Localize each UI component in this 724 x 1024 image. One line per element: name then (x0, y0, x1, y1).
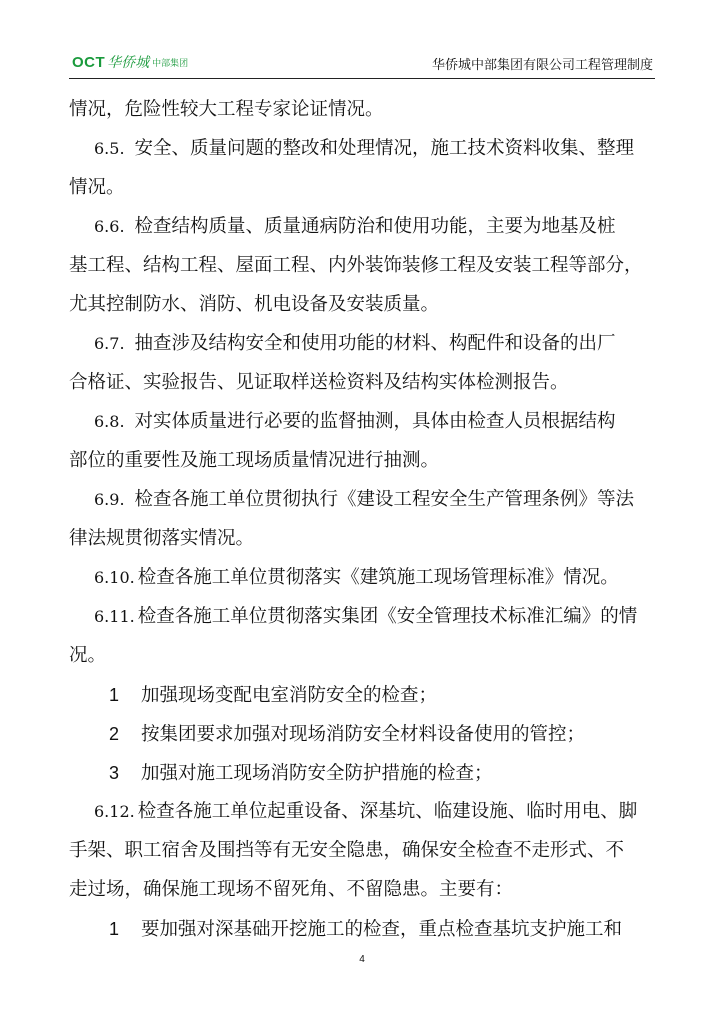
list-item-number: 2 (109, 724, 120, 744)
paragraph-text: 抽查涉及结构安全和使用功能的材料、构配件和设备的出厂 (134, 333, 616, 354)
logo-script: 华侨城 (107, 55, 150, 71)
paragraph-line: 律法规贯彻落实情况。 (69, 528, 255, 549)
paragraph-line: 合格证、实验报告、见证取样送检资料及结构实体检测报告。 (69, 372, 569, 393)
document-body (69, 93, 657, 951)
paragraph-line: 走过场，确保施工现场不留死角、不留隐患。主要有： (69, 879, 514, 900)
logo-subtitle: 中部集团 (152, 58, 189, 69)
paragraph-text: 对实体质量进行必要的监督抽测，具体由检查人员根据结构 (134, 411, 616, 432)
section-6-8 (69, 405, 657, 444)
paragraph-line: 情况，危险性较大工程专家论证情况。 (69, 99, 384, 120)
section-6-12 (69, 795, 657, 834)
paragraph-text: 安全、质量问题的整改和处理情况，施工技术资料收集、整理 (134, 138, 635, 159)
list-item-text: 要加强对深基础开挖施工的检查，重点检查基坑支护施工和 (141, 919, 623, 940)
list-item (69, 912, 657, 951)
section-number: 6.6. (94, 217, 125, 236)
company-logo (72, 51, 188, 73)
list-item-text: 按集团要求加强对现场消防安全材料设备使用的管控； (141, 724, 586, 745)
list-item (69, 717, 657, 756)
section-6-10 (69, 561, 657, 600)
list-item-text: 加强现场变配电室消防安全的检查； (141, 685, 438, 706)
section-6-7 (69, 327, 657, 366)
list-item-text: 加强对施工现场消防安全防护措施的检查； (141, 763, 493, 784)
paragraph-line: 部位的重要性及施工现场质量情况进行抽测。 (69, 450, 440, 471)
document-title: 华侨城中部集团有限公司工程管理制度 (431, 58, 653, 73)
paragraph-text: 检查各施工单位起重设备、深基坑、临建设施、临时用电、脚 (137, 801, 638, 822)
list-item-number: 1 (109, 685, 120, 705)
page-number: 4 (359, 954, 365, 965)
section-6-6 (69, 210, 657, 249)
page-header (0, 0, 724, 80)
paragraph-text: 检查各施工单位贯彻落实《建筑施工现场管理标准》情况。 (137, 567, 619, 588)
section-6-5 (69, 132, 657, 171)
section-number: 6.9. (94, 490, 125, 509)
paragraph-line: 尤其控制防水、消防、机电设备及安装质量。 (69, 294, 440, 315)
paragraph-line: 基工程、结构工程、屋面工程、内外装饰装修工程及安装工程等部分， (69, 255, 643, 276)
paragraph-line: 手架、职工宿舍及围挡等有无安全隐患，确保安全检查不走形式、不 (69, 840, 625, 861)
section-number: 6.5. (94, 139, 125, 158)
section-6-11 (69, 600, 657, 639)
paragraph-text: 检查结构质量、质量通病防治和使用功能，主要为地基及桩 (134, 216, 616, 237)
logo-brand: OCT (72, 53, 106, 71)
section-number: 6.12. (94, 802, 135, 821)
list-item-number: 1 (109, 919, 120, 939)
paragraph-line: 情况。 (69, 177, 125, 198)
paragraph-line: 况。 (69, 645, 107, 666)
section-number: 6.8. (94, 412, 125, 431)
list-item-number: 3 (109, 763, 120, 783)
section-number: 6.10. (94, 568, 135, 587)
paragraph-text: 检查各施工单位贯彻执行《建设工程安全生产管理条例》等法 (134, 489, 635, 510)
list-item (69, 678, 657, 717)
section-6-9 (69, 483, 657, 522)
list-item (69, 756, 657, 795)
header-divider (69, 78, 655, 79)
section-number: 6.11. (94, 607, 135, 626)
paragraph-text: 检查各施工单位贯彻落实集团《安全管理技术标准汇编》的情 (137, 606, 638, 627)
section-number: 6.7. (94, 334, 125, 353)
